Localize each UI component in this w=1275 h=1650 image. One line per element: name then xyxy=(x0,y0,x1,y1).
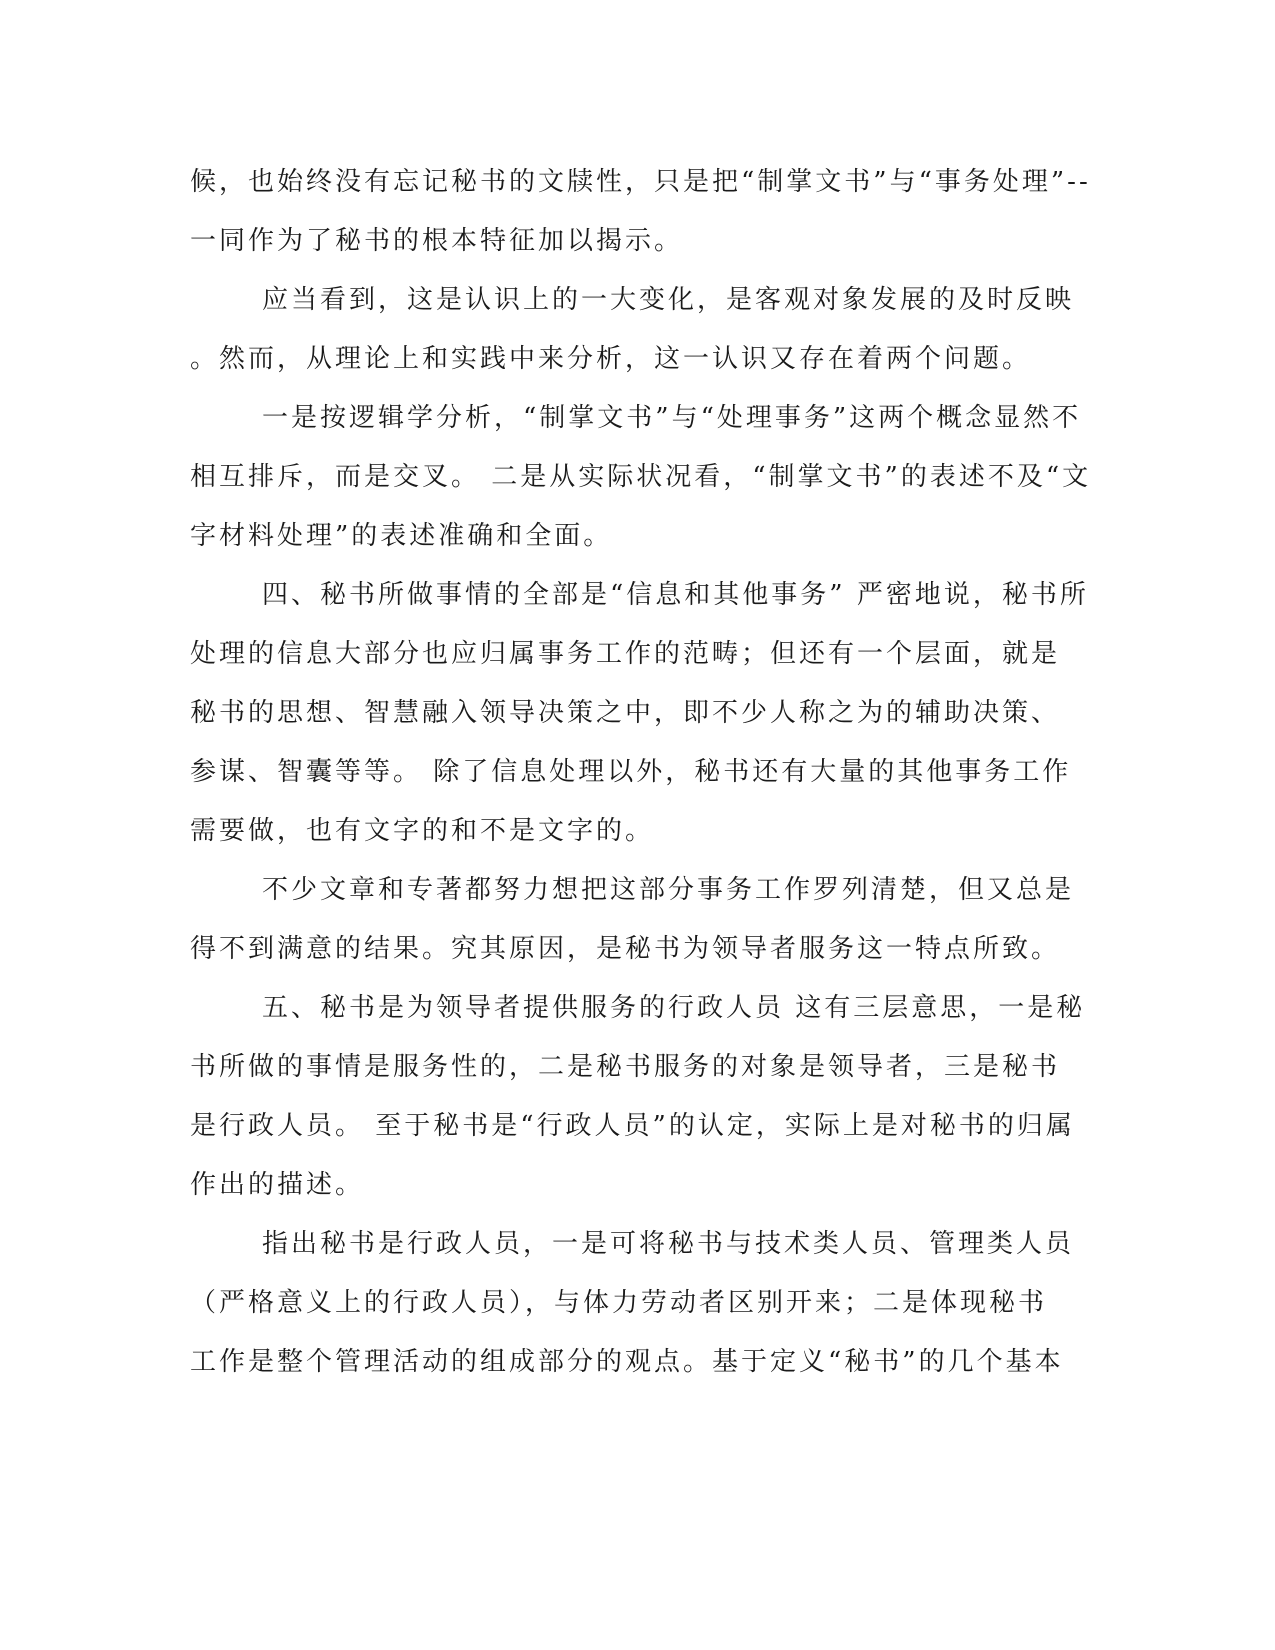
text-line: 相互排斥，而是交叉。 二是从实际状况看，“制掌文书”的表述不及“文 xyxy=(190,462,1092,492)
text-line: 参谋、智囊等等。 除了信息处理以外，秘书还有大量的其他事务工作 xyxy=(190,757,1072,787)
text-line: 得不到满意的结果。究其原因，是秘书为领导者服务这一特点所致。 xyxy=(190,934,1061,964)
text-line: 。然而，从理论上和实践中来分析，这一认识又存在着两个问题。 xyxy=(190,344,1032,374)
text-line: 字材料处理”的表述准确和全面。 xyxy=(190,521,613,551)
paragraph-first-line: 五、秘书是为领导者提供服务的行政人员 这有三层意思，一是秘 xyxy=(262,993,1086,1023)
text-line: 工作是整个管理活动的组成部分的观点。基于定义“秘书”的几个基本 xyxy=(190,1347,1064,1377)
paragraph-first-line: 不少文章和专著都努力想把这部分事务工作罗列清楚，但又总是 xyxy=(262,875,1075,905)
text-line: 一同作为了秘书的根本特征加以揭示。 xyxy=(190,226,684,256)
paragraph-first-line: 一是按逻辑学分析，“制掌文书”与“处理事务”这两个概念显然不 xyxy=(262,403,1082,433)
paragraph-first-line: 应当看到，这是认识上的一大变化，是客观对象发展的及时反映 xyxy=(262,285,1075,315)
paragraph-first-line: 指出秘书是行政人员，一是可将秘书与技术类人员、管理类人员 xyxy=(262,1229,1075,1259)
text-line: 秘书的思想、智慧融入领导决策之中，即不少人称之为的辅助决策、 xyxy=(190,698,1061,728)
text-line: 作出的描述。 xyxy=(190,1170,365,1200)
text-line: 书所做的事情是服务性的，二是秘书服务的对象是领导者，三是秘书 xyxy=(190,1052,1061,1082)
text-line: 候，也始终没有忘记秘书的文牍性，只是把“制掌文书”与“事务处理”-- xyxy=(190,167,1091,197)
paragraph-first-line: 四、秘书所做事情的全部是“信息和其他事务” 严密地说，秘书所 xyxy=(262,580,1089,610)
text-line: （严格意义上的行政人员），与体力劳动者区别开来；二是体现秘书 xyxy=(190,1288,1048,1318)
text-line: 处理的信息大部分也应归属事务工作的范畴；但还有一个层面，就是 xyxy=(190,639,1061,669)
text-line: 是行政人员。 至于秘书是“行政人员”的认定，实际上是对秘书的归属 xyxy=(190,1111,1075,1141)
text-line: 需要做，也有文字的和不是文字的。 xyxy=(190,816,655,846)
